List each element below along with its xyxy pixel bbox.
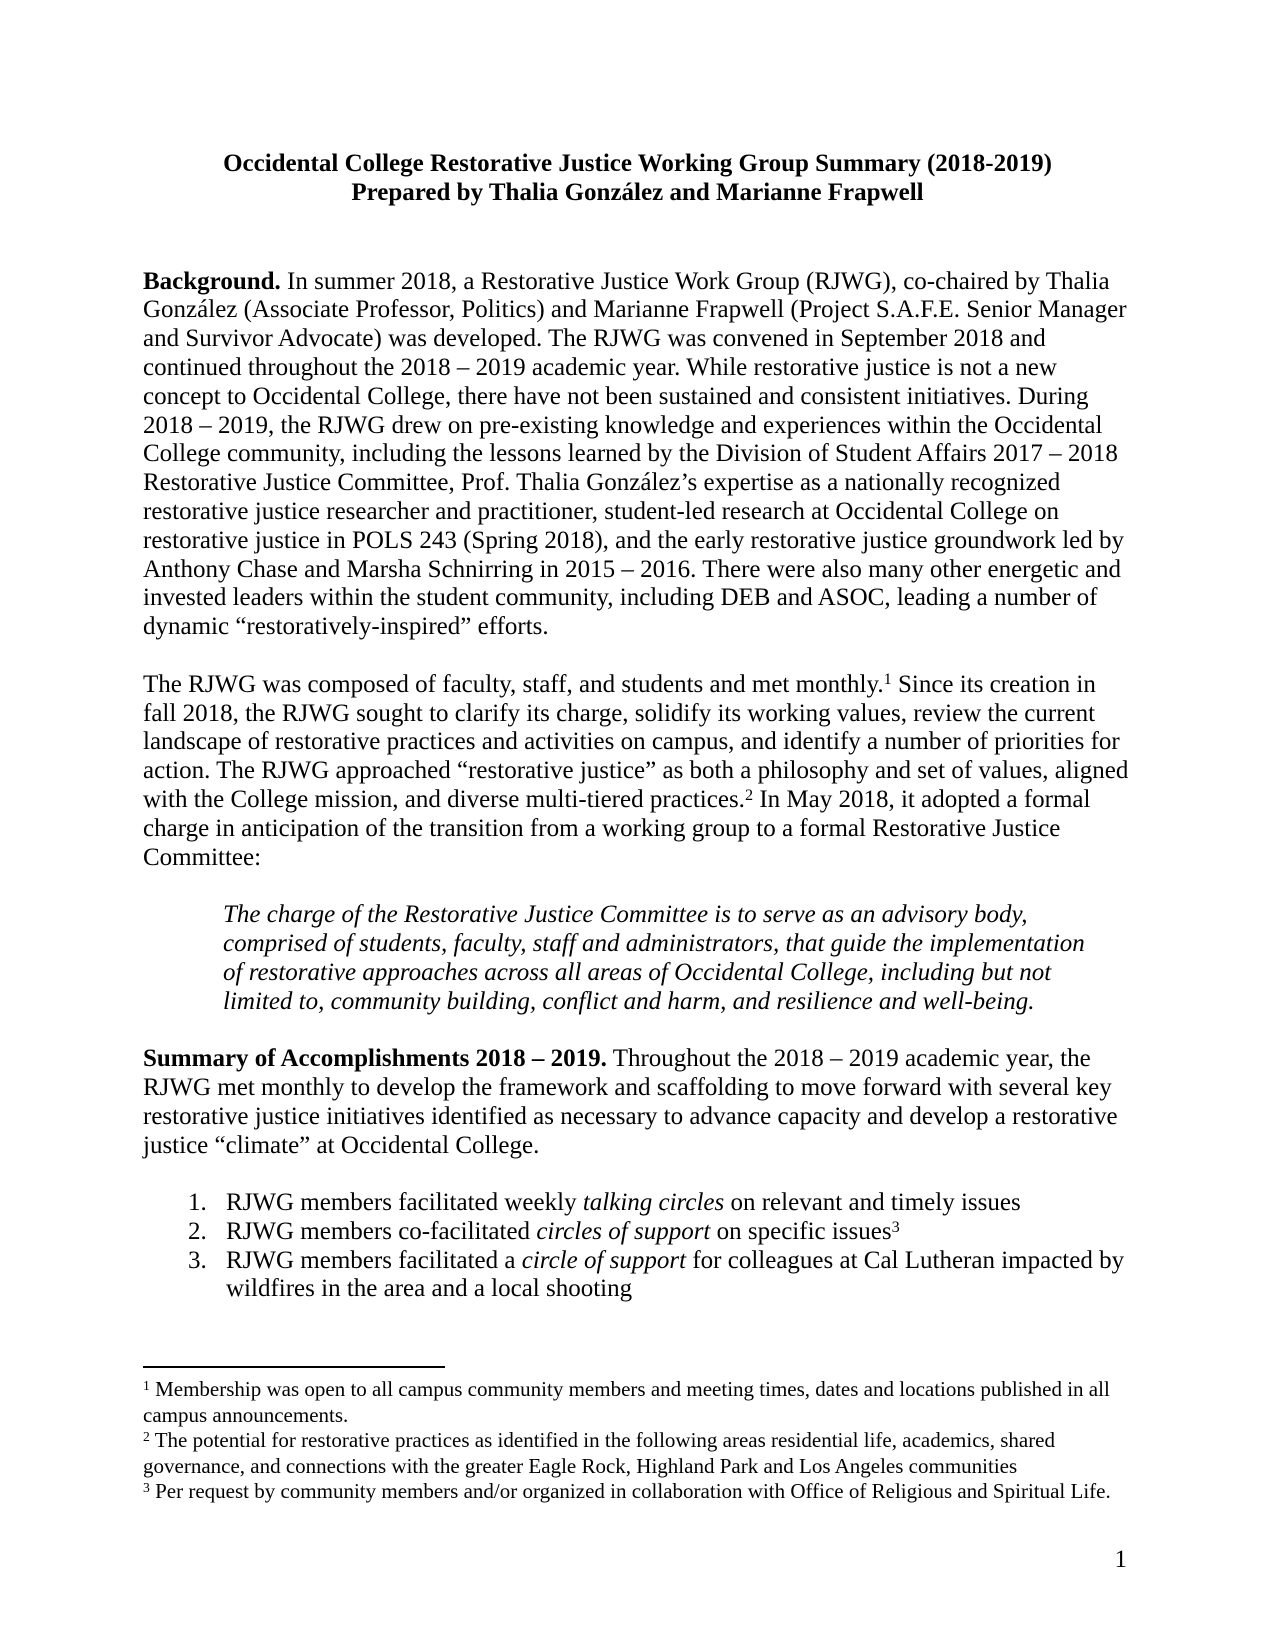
- footnote-text: The potential for restorative practices as identified in the following areas residential life, academics, shared governance, and connections with the greater Eagle Rock, Highland Park and Los Angeles communities: [143, 1428, 1056, 1478]
- list-item-cal-lutheran: [143, 1247, 1132, 1305]
- committee-charge-quote: The charge of the Restorative Justice Committee is to serve as an advisory body, comprised of students, faculty, staff and administrators, that guide the implementation of restorative approaches across all areas of Occidental College, including but not limited to, community building, conflict and harm, and resilience and well-being.: [223, 901, 1085, 1015]
- list-item-circles-of-support: [143, 1218, 1132, 1247]
- footnote-1: [143, 1377, 1132, 1428]
- list-item-text: RJWG members facilitated weekly talking circles on relevant and timely issues: [226, 1189, 1021, 1217]
- document-title-line-2: Prepared by Thalia González and Marianne Frapwell: [351, 178, 924, 206]
- list-item-talking-circles: [143, 1189, 1132, 1218]
- footnote-marker: 2: [143, 1428, 150, 1444]
- list-item-number: 1.: [188, 1189, 207, 1217]
- footnote-marker: 1: [143, 1377, 150, 1393]
- footnote-marker: 3: [143, 1479, 150, 1495]
- accomplishments-list: [143, 1189, 1132, 1304]
- paragraph-rjwg-composition: The RJWG was composed of faculty, staff, and students and met monthly.$^1$ Since its creation in fall 2018, the RJWG sought to clarify its charge, solidify its working values, review the current landscape of restorative practices and activities on campus, and identify a number of priorities for action. The RJWG approached “restorative justice” as both a philosophy and set of values, aligned with the College mission, and diverse multi-tiered practices.$^2$ In May 2018, it adopted a formal charge in anticipation of the transition from a working group to a formal Restorative Justice Committee:: [143, 670, 1129, 871]
- document-title: [143, 150, 1132, 208]
- footnote-text: Membership was open to all campus community members and meeting times, dates and locations published in all campus announcements.: [143, 1377, 1110, 1427]
- paragraph-summary-of-accomplishments: Summary of Accomplishments 2018 – 2019. Throughout the 2018 – 2019 academic year, the RJWG met monthly to develop the framework and scaffolding to move forward with several key restorative justice initiatives identified as necessary to advance capacity and develop a restorative justice “climate” at Occidental College.: [143, 1045, 1118, 1159]
- footnote-3: [143, 1479, 1132, 1505]
- footnote-separator-rule: [143, 1366, 445, 1368]
- footnote-2: [143, 1428, 1132, 1479]
- footnote-text: Per request by community members and/or organized in collaboration with Office of Religious and Spiritual Life.: [149, 1479, 1111, 1503]
- list-item-text: RJWG members facilitated a circle of support for colleagues at Cal Lutheran impacted by wildfires in the area and a local shooting: [226, 1246, 1125, 1303]
- document-title-line-1: Occidental College Restorative Justice Working Group Summary (2018-2019): [223, 150, 1052, 177]
- footnotes-section: [143, 1366, 1132, 1505]
- paragraph-background: Background. In summer 2018, a Restorative Justice Work Group (RJWG), co-chaired by Thalia González (Associate Professor, Politics) and Marianne Frapwell (Project S.A.F.E. Senior Manager and Survivor Advocate) was developed. The RJWG was convened in September 2018 and continued throughout the 2018 – 2019 academic year. While restorative justice is not a new concept to Occidental College, there have not been sustained and consistent initiatives. During 2018 – 2019, the RJWG drew on pre-existing knowledge and experiences within the Occidental College community, including the lessons learned by the Division of Student Affairs 2017 – 2018 Restorative Justice Committee, Prof. Thalia González’s expertise as a nationally recognized restorative justice researcher and practitioner, student-led research at Occidental College on restorative justice in POLS 243 (Spring 2018), and the early restorative justice groundwork led by Anthony Chase and Marsha Schnirring in 2015 – 2016. There were also many other energetic and invested leaders within the student community, including DEB and ASOC, leading a number of dynamic “restoratively-inspired” efforts.: [143, 267, 1127, 641]
- page-number: 1: [1114, 1546, 1127, 1573]
- list-item-number: 3.: [188, 1246, 207, 1274]
- list-item-text: RJWG members co-facilitated circles of support on specific issues$^3$: [226, 1217, 900, 1245]
- list-item-number: 2.: [188, 1217, 207, 1245]
